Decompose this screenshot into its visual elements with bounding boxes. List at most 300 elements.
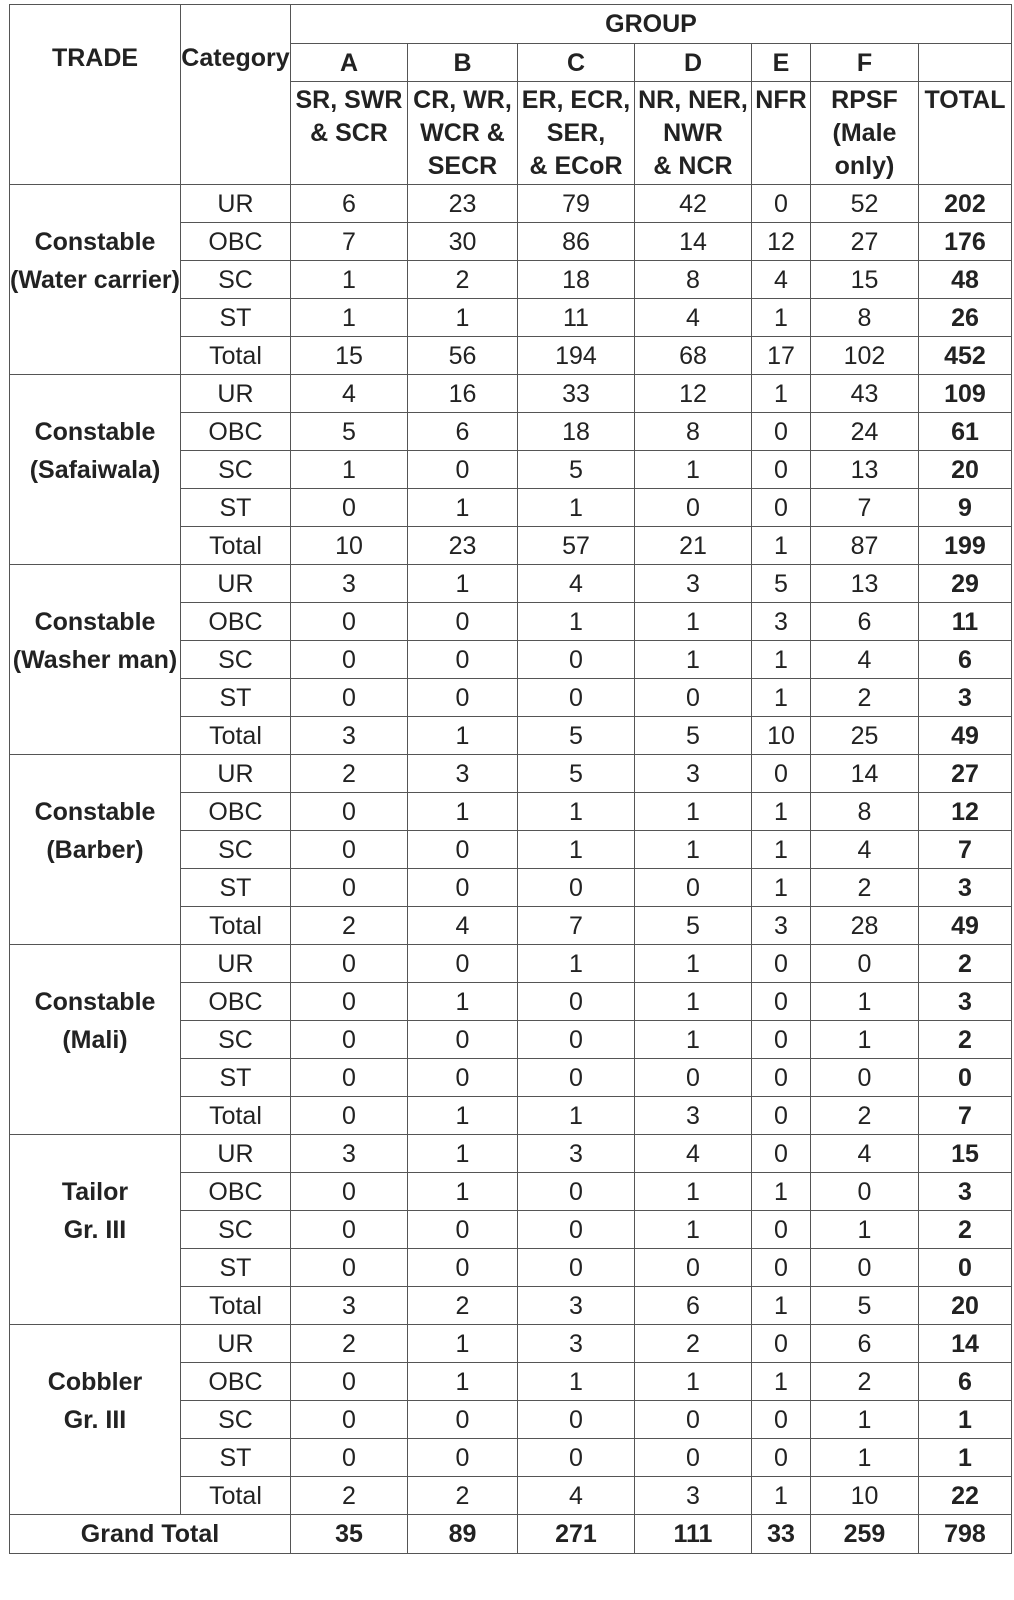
value-cell: 0 — [634, 1059, 751, 1097]
value-cell: 0 — [290, 1097, 407, 1135]
trade-name — [10, 1135, 181, 1287]
value-cell: 0 — [290, 679, 407, 717]
category-cell: SC — [180, 1401, 290, 1439]
trade-name — [10, 375, 181, 527]
value-cell: 5 — [517, 717, 634, 755]
value-cell: 0 — [751, 1135, 810, 1173]
value-cell: 1 — [407, 1325, 517, 1363]
value-cell: 1 — [810, 1211, 918, 1249]
value-cell: 2 — [810, 1363, 918, 1401]
category-cell: Total — [180, 717, 290, 755]
table-body — [10, 185, 1012, 1515]
value-cell: 1 — [751, 1477, 810, 1515]
value-cell: 0 — [634, 1439, 751, 1477]
row-total-cell: 2 — [918, 1021, 1011, 1059]
value-cell: 2 — [634, 1325, 751, 1363]
category-cell: OBC — [180, 223, 290, 261]
row-total-cell: 3 — [918, 1173, 1011, 1211]
row-total-cell: 49 — [918, 717, 1011, 755]
row-total-cell: 49 — [918, 907, 1011, 945]
value-cell: 3 — [634, 565, 751, 603]
value-cell: 0 — [407, 1211, 517, 1249]
trade-name-line: Cobbler — [47, 1367, 143, 1396]
value-cell: 4 — [634, 1135, 751, 1173]
trade-name — [10, 755, 181, 907]
category-cell: SC — [180, 831, 290, 869]
total-header: TOTAL — [918, 82, 1011, 185]
table-header — [10, 5, 1012, 185]
value-cell: 0 — [290, 1021, 407, 1059]
value-cell: 2 — [290, 1477, 407, 1515]
category-cell: SC — [180, 641, 290, 679]
trade-name-line: Tailor — [61, 1177, 129, 1206]
value-cell: 1 — [407, 1097, 517, 1135]
trade-blank — [10, 337, 181, 375]
trade-name-line: Constable — [34, 417, 156, 446]
value-cell: 0 — [407, 1059, 517, 1097]
trade-name-line: Constable — [34, 987, 156, 1016]
value-cell: 0 — [517, 1249, 634, 1287]
value-cell: 1 — [407, 717, 517, 755]
category-cell: UR — [180, 1325, 290, 1363]
value-cell: 0 — [751, 451, 810, 489]
value-cell: 0 — [290, 831, 407, 869]
value-cell: 0 — [751, 1249, 810, 1287]
value-cell: 0 — [407, 1439, 517, 1477]
zone-line: SER, — [546, 119, 606, 147]
row-total-cell: 7 — [918, 831, 1011, 869]
value-cell: 102 — [810, 337, 918, 375]
value-cell: 4 — [290, 375, 407, 413]
group-letter-f: F — [810, 44, 918, 82]
category-cell: Total — [180, 1287, 290, 1325]
grand-total-row — [10, 1515, 1012, 1554]
value-cell: 28 — [810, 907, 918, 945]
value-cell: 0 — [634, 679, 751, 717]
table-row — [10, 1097, 1012, 1135]
grand-total-cell: 111 — [634, 1515, 751, 1554]
value-cell: 3 — [517, 1135, 634, 1173]
value-cell: 5 — [517, 451, 634, 489]
value-cell: 2 — [810, 1097, 918, 1135]
row-total-cell: 11 — [918, 603, 1011, 641]
value-cell: 16 — [407, 375, 517, 413]
value-cell: 0 — [517, 679, 634, 717]
value-cell: 18 — [517, 413, 634, 451]
value-cell: 4 — [810, 1135, 918, 1173]
category-cell: Total — [180, 337, 290, 375]
vacancy-table — [9, 4, 1012, 1554]
value-cell: 1 — [634, 1211, 751, 1249]
value-cell: 0 — [290, 793, 407, 831]
category-cell: OBC — [180, 983, 290, 1021]
value-cell: 12 — [634, 375, 751, 413]
value-cell: 1 — [407, 983, 517, 1021]
value-cell: 4 — [517, 1477, 634, 1515]
zone-line: SR, SWR — [295, 86, 403, 114]
value-cell: 33 — [517, 375, 634, 413]
row-total-cell: 27 — [918, 755, 1011, 793]
value-cell: 6 — [290, 185, 407, 223]
trade-blank — [10, 527, 181, 565]
value-cell: 10 — [810, 1477, 918, 1515]
value-cell: 2 — [290, 907, 407, 945]
value-cell: 0 — [407, 1249, 517, 1287]
value-cell: 0 — [634, 1249, 751, 1287]
group-zones-d — [634, 82, 751, 185]
value-cell: 1 — [517, 793, 634, 831]
group-letter-b: B — [407, 44, 517, 82]
row-total-cell: 3 — [918, 869, 1011, 907]
table-row — [10, 1287, 1012, 1325]
table-row — [10, 907, 1012, 945]
table-row — [10, 1135, 1012, 1173]
value-cell: 1 — [634, 831, 751, 869]
value-cell: 1 — [810, 983, 918, 1021]
value-cell: 0 — [517, 1439, 634, 1477]
value-cell: 1 — [407, 1135, 517, 1173]
value-cell: 14 — [634, 223, 751, 261]
row-total-cell: 12 — [918, 793, 1011, 831]
value-cell: 4 — [407, 907, 517, 945]
value-cell: 18 — [517, 261, 634, 299]
row-total-cell: 2 — [918, 945, 1011, 983]
value-cell: 1 — [517, 603, 634, 641]
zone-line: & SCR — [310, 119, 388, 147]
zone-line: WCR & — [420, 119, 505, 147]
value-cell: 0 — [751, 1325, 810, 1363]
value-cell: 1 — [751, 527, 810, 565]
value-cell: 0 — [407, 603, 517, 641]
group-letter-e: E — [751, 44, 810, 82]
value-cell: 0 — [751, 413, 810, 451]
zone-line: NWR — [663, 119, 723, 147]
value-cell: 1 — [751, 1287, 810, 1325]
value-cell: 2 — [810, 679, 918, 717]
value-cell: 1 — [751, 299, 810, 337]
table-row — [10, 1477, 1012, 1515]
category-cell: ST — [180, 1439, 290, 1477]
value-cell: 0 — [290, 489, 407, 527]
table-row — [10, 337, 1012, 375]
value-cell: 0 — [290, 869, 407, 907]
category-cell: OBC — [180, 1363, 290, 1401]
value-cell: 0 — [751, 1097, 810, 1135]
table-row — [10, 565, 1012, 603]
category-cell: UR — [180, 185, 290, 223]
value-cell: 0 — [634, 869, 751, 907]
value-cell: 1 — [517, 489, 634, 527]
value-cell: 1 — [751, 679, 810, 717]
value-cell: 11 — [517, 299, 634, 337]
value-cell: 3 — [290, 1287, 407, 1325]
row-total-cell: 1 — [918, 1401, 1011, 1439]
value-cell: 1 — [634, 793, 751, 831]
value-cell: 0 — [810, 945, 918, 983]
row-total-cell: 202 — [918, 185, 1011, 223]
category-header: Category — [180, 5, 290, 185]
category-cell: ST — [180, 679, 290, 717]
value-cell: 3 — [290, 565, 407, 603]
value-cell: 2 — [407, 1287, 517, 1325]
value-cell: 1 — [517, 1363, 634, 1401]
value-cell: 1 — [634, 1021, 751, 1059]
value-cell: 6 — [634, 1287, 751, 1325]
value-cell: 3 — [751, 907, 810, 945]
category-cell: SC — [180, 451, 290, 489]
value-cell: 17 — [751, 337, 810, 375]
value-cell: 0 — [290, 641, 407, 679]
zone-line: ER, ECR, — [521, 86, 631, 114]
value-cell: 0 — [751, 983, 810, 1021]
row-total-cell: 1 — [918, 1439, 1011, 1477]
value-cell: 0 — [290, 1439, 407, 1477]
value-cell: 1 — [407, 299, 517, 337]
trade-name — [10, 1325, 181, 1477]
value-cell: 5 — [751, 565, 810, 603]
grand-total-cell: 259 — [810, 1515, 918, 1554]
grand-total-cell: 89 — [407, 1515, 517, 1554]
trade-header: TRADE — [10, 5, 181, 185]
row-total-cell: 22 — [918, 1477, 1011, 1515]
value-cell: 1 — [634, 945, 751, 983]
group-letter-c: C — [517, 44, 634, 82]
category-cell: OBC — [180, 793, 290, 831]
value-cell: 0 — [751, 1021, 810, 1059]
row-total-cell: 26 — [918, 299, 1011, 337]
trade-name-line: Constable — [34, 227, 156, 256]
value-cell: 0 — [290, 603, 407, 641]
value-cell: 0 — [751, 945, 810, 983]
group-letter-d: D — [634, 44, 751, 82]
category-cell: ST — [180, 489, 290, 527]
value-cell: 0 — [751, 1211, 810, 1249]
value-cell: 1 — [290, 299, 407, 337]
trade-name — [10, 945, 181, 1097]
value-cell: 0 — [517, 1173, 634, 1211]
category-cell: UR — [180, 755, 290, 793]
category-cell: Total — [180, 1097, 290, 1135]
trade-name-line: (Washer man) — [12, 645, 178, 674]
value-cell: 0 — [290, 1249, 407, 1287]
value-cell: 0 — [407, 1021, 517, 1059]
category-cell: OBC — [180, 413, 290, 451]
category-cell: ST — [180, 1249, 290, 1287]
category-cell: ST — [180, 869, 290, 907]
table-row — [10, 527, 1012, 565]
value-cell: 5 — [634, 717, 751, 755]
value-cell: 2 — [290, 755, 407, 793]
zone-line: RPSF — [831, 86, 898, 114]
value-cell: 1 — [751, 831, 810, 869]
zone-line: SECR — [427, 152, 498, 180]
group-zones-f — [810, 82, 918, 185]
value-cell: 3 — [517, 1325, 634, 1363]
value-cell: 23 — [407, 185, 517, 223]
value-cell: 0 — [407, 945, 517, 983]
value-cell: 0 — [290, 1059, 407, 1097]
category-cell: SC — [180, 1211, 290, 1249]
value-cell: 0 — [290, 1173, 407, 1211]
value-cell: 2 — [407, 261, 517, 299]
value-cell: 3 — [634, 1477, 751, 1515]
row-total-cell: 9 — [918, 489, 1011, 527]
trade-name-line: (Water carrier) — [10, 265, 180, 294]
row-total-cell: 7 — [918, 1097, 1011, 1135]
value-cell: 0 — [751, 1401, 810, 1439]
category-cell: Total — [180, 1477, 290, 1515]
trade-blank — [10, 1287, 181, 1325]
value-cell: 0 — [517, 641, 634, 679]
grand-total-total: 798 — [918, 1515, 1011, 1554]
trade-name — [10, 185, 181, 337]
value-cell: 1 — [810, 1401, 918, 1439]
row-total-cell: 6 — [918, 641, 1011, 679]
value-cell: 1 — [407, 565, 517, 603]
trade-name-line: (Mali) — [62, 1025, 128, 1054]
row-total-cell: 3 — [918, 679, 1011, 717]
value-cell: 6 — [810, 1325, 918, 1363]
value-cell: 0 — [751, 185, 810, 223]
value-cell: 0 — [517, 1401, 634, 1439]
value-cell: 0 — [751, 755, 810, 793]
value-cell: 79 — [517, 185, 634, 223]
value-cell: 30 — [407, 223, 517, 261]
table-row — [10, 185, 1012, 223]
value-cell: 0 — [407, 451, 517, 489]
trade-blank — [10, 1097, 181, 1135]
trade-name-line: (Barber) — [46, 835, 144, 864]
value-cell: 0 — [517, 1211, 634, 1249]
row-total-cell: 109 — [918, 375, 1011, 413]
category-cell: UR — [180, 565, 290, 603]
value-cell: 0 — [290, 1211, 407, 1249]
value-cell: 6 — [810, 603, 918, 641]
trade-name-line: (Safaiwala) — [29, 455, 161, 484]
value-cell: 15 — [290, 337, 407, 375]
value-cell: 1 — [634, 983, 751, 1021]
value-cell: 0 — [517, 983, 634, 1021]
value-cell: 2 — [290, 1325, 407, 1363]
value-cell: 0 — [290, 945, 407, 983]
value-cell: 10 — [751, 717, 810, 755]
table-row — [10, 717, 1012, 755]
table-row — [10, 375, 1012, 413]
value-cell: 0 — [751, 1439, 810, 1477]
row-total-cell: 452 — [918, 337, 1011, 375]
value-cell: 0 — [290, 1363, 407, 1401]
zone-line: & NCR — [653, 152, 733, 180]
category-cell: ST — [180, 299, 290, 337]
value-cell: 0 — [810, 1249, 918, 1287]
group-zones-e — [751, 82, 810, 185]
row-total-cell: 199 — [918, 527, 1011, 565]
grand-total-cell: 33 — [751, 1515, 810, 1554]
value-cell: 0 — [407, 1401, 517, 1439]
value-cell: 25 — [810, 717, 918, 755]
grand-total-cell: 271 — [517, 1515, 634, 1554]
row-total-cell: 0 — [918, 1249, 1011, 1287]
value-cell: 86 — [517, 223, 634, 261]
value-cell: 14 — [810, 755, 918, 793]
value-cell: 0 — [517, 869, 634, 907]
category-cell: UR — [180, 375, 290, 413]
row-total-cell: 3 — [918, 983, 1011, 1021]
value-cell: 56 — [407, 337, 517, 375]
row-total-cell: 2 — [918, 1211, 1011, 1249]
group-zones-b — [407, 82, 517, 185]
grand-total-label: Grand Total — [10, 1515, 291, 1554]
value-cell: 1 — [634, 1363, 751, 1401]
value-cell: 57 — [517, 527, 634, 565]
value-cell: 1 — [751, 641, 810, 679]
zone-line: CR, WR, — [413, 86, 512, 114]
value-cell: 4 — [517, 565, 634, 603]
zone-line: only) — [834, 152, 895, 180]
zone-line: NFR — [755, 86, 807, 114]
table-row — [10, 755, 1012, 793]
category-cell: SC — [180, 1021, 290, 1059]
value-cell: 1 — [517, 1097, 634, 1135]
value-cell: 3 — [407, 755, 517, 793]
value-cell: 5 — [810, 1287, 918, 1325]
value-cell: 3 — [634, 755, 751, 793]
value-cell: 0 — [290, 983, 407, 1021]
value-cell: 52 — [810, 185, 918, 223]
value-cell: 87 — [810, 527, 918, 565]
value-cell: 6 — [407, 413, 517, 451]
trade-blank — [10, 907, 181, 945]
category-cell: OBC — [180, 603, 290, 641]
category-cell: ST — [180, 1059, 290, 1097]
total-letter-blank — [918, 44, 1011, 82]
zone-line: NR, NER, — [638, 86, 748, 114]
value-cell: 2 — [810, 869, 918, 907]
value-cell: 1 — [634, 1173, 751, 1211]
category-cell: OBC — [180, 1173, 290, 1211]
value-cell: 15 — [810, 261, 918, 299]
category-cell: UR — [180, 945, 290, 983]
row-total-cell: 48 — [918, 261, 1011, 299]
row-total-cell: 6 — [918, 1363, 1011, 1401]
value-cell: 1 — [407, 489, 517, 527]
value-cell: 7 — [810, 489, 918, 527]
value-cell: 0 — [407, 869, 517, 907]
value-cell: 0 — [407, 641, 517, 679]
value-cell: 3 — [290, 717, 407, 755]
value-cell: 3 — [290, 1135, 407, 1173]
value-cell: 194 — [517, 337, 634, 375]
value-cell: 0 — [407, 679, 517, 717]
category-cell: Total — [180, 527, 290, 565]
value-cell: 1 — [290, 451, 407, 489]
value-cell: 1 — [810, 1021, 918, 1059]
row-total-cell: 0 — [918, 1059, 1011, 1097]
value-cell: 0 — [810, 1173, 918, 1211]
zone-line: (Male — [832, 119, 897, 147]
row-total-cell: 20 — [918, 451, 1011, 489]
category-cell: SC — [180, 261, 290, 299]
value-cell: 1 — [407, 1173, 517, 1211]
value-cell: 3 — [517, 1287, 634, 1325]
value-cell: 24 — [810, 413, 918, 451]
value-cell: 13 — [810, 451, 918, 489]
trade-name — [10, 565, 181, 717]
value-cell: 1 — [517, 945, 634, 983]
value-cell: 1 — [751, 793, 810, 831]
value-cell: 1 — [810, 1439, 918, 1477]
value-cell: 27 — [810, 223, 918, 261]
